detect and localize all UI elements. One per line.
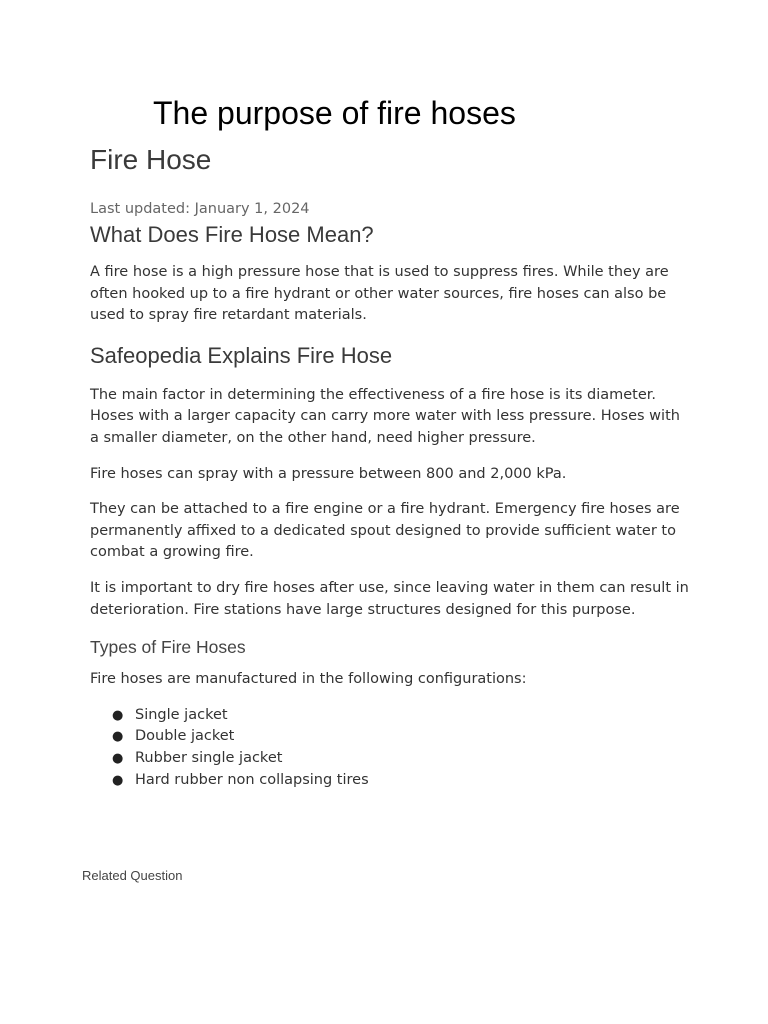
last-updated: Last updated: January 1, 2024 xyxy=(90,201,310,217)
types-list xyxy=(90,705,690,791)
article xyxy=(90,138,690,791)
paragraph-attachment: They can be attached to a fire engine or a fire hydrant. Emergency fire hoses are permanently affixed to a dedicated spout designed to provide sufficient water to combat a growing fire. xyxy=(90,501,680,561)
section-heading-types: Types of Fire Hoses xyxy=(90,637,246,658)
section-heading-meaning: What Does Fire Hose Mean? xyxy=(90,222,374,247)
paragraph-types-intro: Fire hoses are manufactured in the following configurations: xyxy=(90,671,527,688)
list-item xyxy=(112,748,690,770)
paragraph-pressure: Fire hoses can spray with a pressure between 800 and 2,000 kPa. xyxy=(90,465,567,482)
list-item-text: Single jacket xyxy=(135,706,228,723)
list-item-text: Rubber single jacket xyxy=(135,749,283,766)
paragraph-drying: It is important to dry fire hoses after use, since leaving water in them can result in deterioration. Fire stations have large structures designed for this purpose. xyxy=(90,579,689,618)
list-item xyxy=(112,705,690,727)
list-item-text: Double jacket xyxy=(135,728,235,745)
list-item xyxy=(112,770,690,792)
list-item-text: Hard rubber non collapsing tires xyxy=(135,771,369,788)
bullet-icon: ● xyxy=(112,750,124,766)
document-title: The purpose of fire hoses xyxy=(153,95,516,131)
bullet-icon: ● xyxy=(112,707,124,723)
section-heading-explains: Safeopedia Explains Fire Hose xyxy=(90,342,393,368)
paragraph-definition: A fire hose is a high pressure hose that is used to suppress fires. While they are often hooked up to a fire hydrant or other water sources, fire hoses can also be used to spray fire retardant materials. xyxy=(90,264,669,324)
bullet-icon: ● xyxy=(112,729,124,745)
bullet-icon: ● xyxy=(112,772,124,788)
related-question-link[interactable]: Related Question xyxy=(82,868,183,883)
list-item xyxy=(112,726,690,748)
paragraph-diameter: The main factor in determining the effectiveness of a fire hose is its diameter. Hoses with a larger capacity can carry more water with less pressure. Hoses with a smaller diameter, on the other hand, need higher pressure. xyxy=(90,386,680,446)
article-title: Fire Hose xyxy=(90,144,212,175)
